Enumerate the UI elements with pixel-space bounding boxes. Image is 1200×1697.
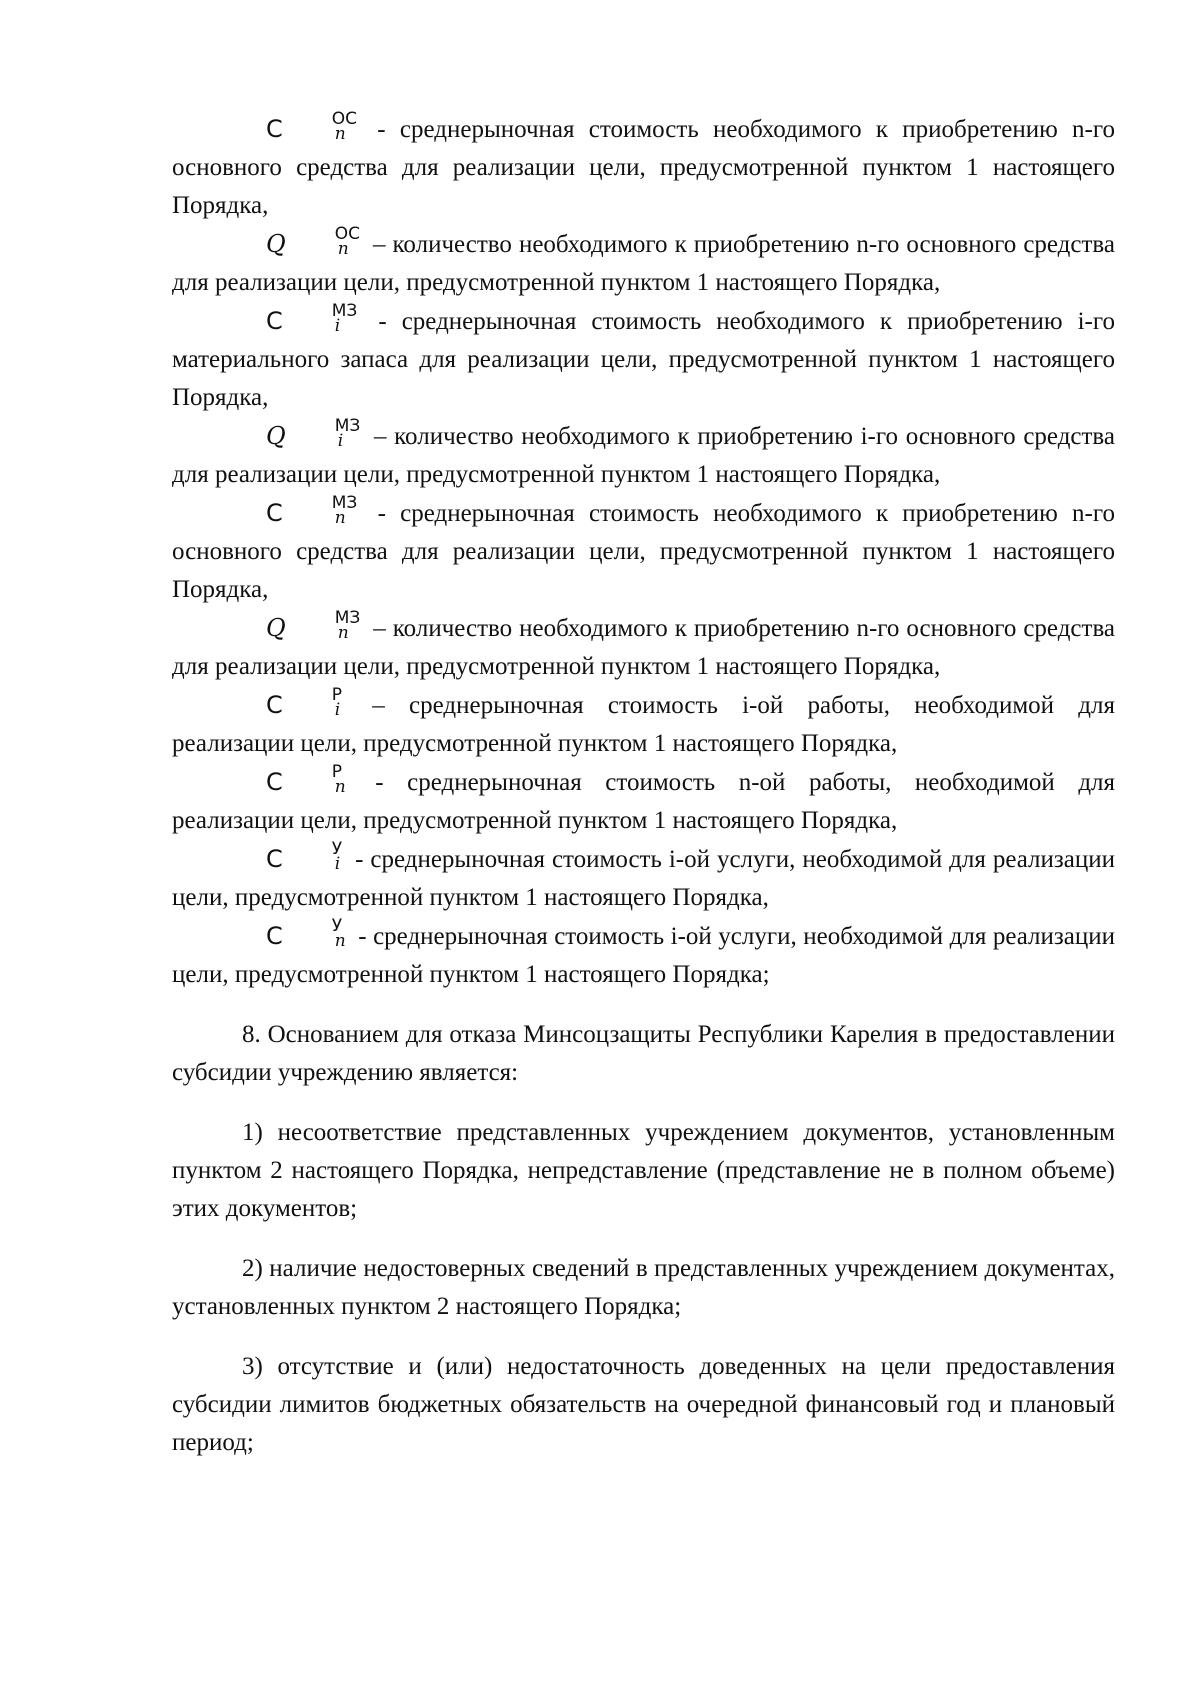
symbol-subscript: n [334, 931, 346, 952]
clause-8: 8. Основанием для отказа Минсоцзащиты Республики Карелия в предоставлении субсидии учреждению является: [172, 1021, 1115, 1086]
symbol-subscript: n [337, 623, 349, 644]
symbol-subscript: i [334, 316, 341, 337]
formula-symbol [219, 686, 342, 725]
symbol-base: Q [266, 614, 286, 642]
definition-item [172, 494, 1115, 609]
definition-dash: – [373, 423, 387, 450]
symbol-subscript: n [334, 508, 346, 529]
definition-dash: – [372, 692, 385, 719]
symbol-superscript: Р [331, 685, 343, 706]
definition-text: количество необходимого к приобретению n-го основного средства для реализации цели, предусмотренной пунктом 1 настоящего Порядка, [172, 231, 1115, 296]
definition-text: количество необходимого к приобретению i-го основного средства для реализации цели, предусмотренной пунктом 1 настоящего Порядка, [172, 423, 1116, 488]
definition-item [172, 609, 1115, 686]
definition-item [172, 840, 1115, 917]
symbol-base: С [266, 307, 283, 335]
definition-text: количество необходимого к приобретению n-го основного средства для реализации цели, предусмотренной пунктом 1 настоящего Порядка, [172, 615, 1116, 680]
definition-text: среднерыночная стоимость n-ой работы, необходимой для реализации цели, предусмотренной пунктом 1 настоящего Порядка, [172, 769, 1116, 834]
symbol-superscript: МЗ [334, 608, 361, 629]
definition-item [172, 917, 1115, 994]
symbol-superscript: ОС [331, 109, 358, 130]
definition-item [172, 686, 1115, 763]
formula-symbol [219, 494, 357, 533]
symbol-subscript: i [334, 700, 341, 721]
definition-text: среднерыночная стоимость i-ой услуги, необходимой для реализации цели, предусмотренной пунктом 1 настоящего Порядка, [172, 846, 1115, 911]
formula-symbol [219, 302, 357, 341]
symbol-superscript: МЗ [331, 493, 358, 514]
definition-item [172, 302, 1115, 417]
symbol-base: С [266, 768, 283, 796]
definition-dash: - [377, 500, 386, 527]
definition-text: среднерыночная стоимость i-ой работы, необходимой для реализации цели, предусмотренной пунктом 1 настоящего Порядка, [172, 692, 1116, 757]
definition-item [172, 417, 1115, 494]
formula-symbol [219, 417, 360, 456]
formula-symbol [219, 840, 342, 879]
definition-item [172, 225, 1115, 302]
symbol-subscript: n [337, 239, 349, 260]
symbol-superscript: МЗ [334, 416, 361, 437]
list-item: 3) отсутствие и (или) недостаточность доведенных на цели предоставления субсидии лимитов бюджетных обязательств на очередной финансовый год и плановый период; [172, 1353, 1115, 1456]
symbol-superscript: У [331, 839, 343, 860]
definition-item [172, 110, 1115, 225]
definition-dash: - [358, 923, 367, 950]
symbol-base: С [266, 845, 283, 873]
symbol-base: С [266, 691, 283, 719]
formula-symbol [219, 110, 357, 149]
symbol-base: С [266, 499, 283, 527]
definition-dash: - [377, 116, 386, 143]
definition-text: среднерыночная стоимость необходимого к приобретению n-го основного средства для реализации цели, предусмотренной пунктом 1 настоящего Порядка, [172, 500, 1116, 603]
definition-dash: – [373, 231, 386, 258]
symbol-superscript: У [331, 916, 343, 937]
symbol-superscript: МЗ [331, 301, 358, 322]
definition-dash: - [355, 846, 364, 873]
definition-text: среднерыночная стоимость необходимого к приобретению i-го материального запаса для реализации цели, предусмотренной пунктом 1 настоящего Порядка, [172, 308, 1116, 411]
definition-dash: - [378, 308, 387, 335]
definitions-list [172, 110, 1115, 994]
list-item: 1) несоответствие представленных учреждением документов, установленным пунктом 2 настоящего Порядка, непредставление (представление не в полном объеме) этих документов; [172, 1119, 1115, 1222]
symbol-base: Q [266, 422, 286, 450]
symbol-superscript: Р [331, 762, 343, 783]
formula-symbol [219, 763, 346, 802]
symbol-subscript: n [334, 777, 346, 798]
symbol-subscript: i [337, 431, 344, 452]
definition-item [172, 763, 1115, 840]
formula-symbol [219, 609, 360, 648]
definition-text: среднерыночная стоимость i-ой услуги, необходимой для реализации цели, предусмотренной пунктом 1 настоящего Порядка; [172, 923, 1116, 988]
formula-symbol [219, 225, 360, 264]
list-item: 2) наличие недостоверных сведений в представленных учреждением документах, установленных пунктом 2 настоящего Порядка; [172, 1255, 1115, 1320]
formula-symbol [219, 917, 346, 956]
symbol-superscript: ОС [334, 224, 360, 245]
symbol-base: С [266, 115, 283, 143]
symbol-base: Q [266, 230, 286, 258]
definition-dash: - [375, 769, 384, 796]
symbol-base: С [266, 922, 283, 950]
definition-text: среднерыночная стоимость необходимого к приобретению n-го основного средства для реализации цели, предусмотренной пунктом 1 настоящего Порядка, [172, 116, 1116, 219]
definition-dash: – [373, 615, 386, 642]
symbol-subscript: i [334, 854, 341, 875]
document-page [172, 110, 1115, 1462]
symbol-subscript: n [334, 124, 346, 145]
